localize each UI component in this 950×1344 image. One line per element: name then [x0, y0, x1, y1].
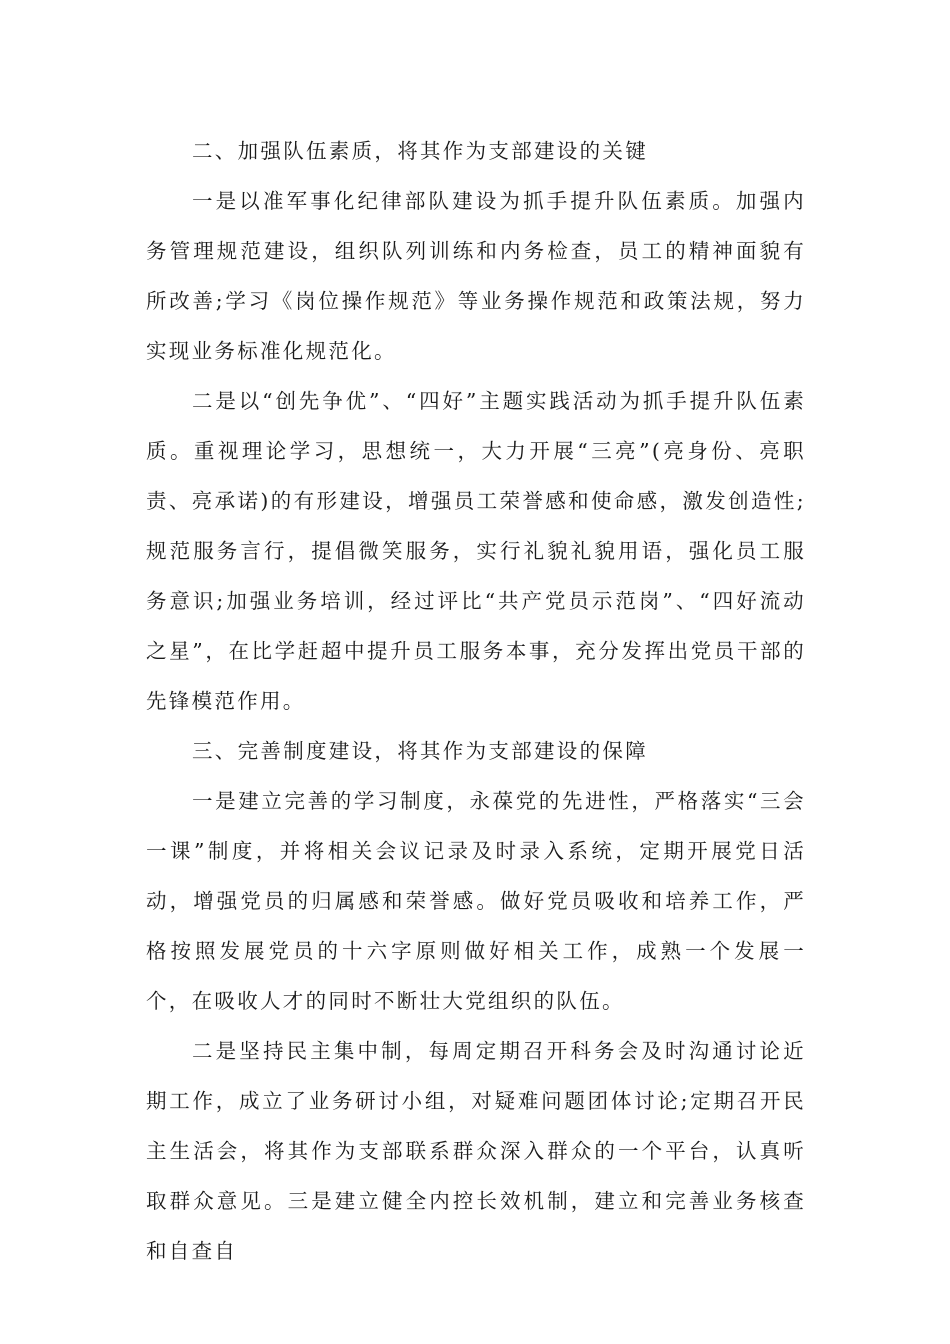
paragraph-3-1: 一是建立完善的学习制度，永葆党的先进性，严格落实“三会一课”制度，并将相关会议记录及时录入系统，定期开展党日活动，增强党员的归属感和荣誉感。做好党员吸收和培养工作，严格按照发展党员的十六字原则做好相关工作，成熟一个发展一个，在吸收人才的同时不断壮大党组织的队伍。 [146, 789, 806, 1013]
document-body [146, 126, 806, 1276]
paragraph-2-1: 一是以准军事化纪律部队建设为抓手提升队伍素质。加强内务管理规范建设，组织队列训练和内务检查，员工的精神面貌有所改善;学习《岗位操作规范》等业务操作规范和政策法规，努力实现业务标准化规范化。 [146, 189, 806, 363]
section-heading-2: 二、加强队伍素质，将其作为支部建设的关键 [192, 139, 648, 163]
paragraph-3-2: 二是坚持民主集中制，每周定期召开科务会及时沟通讨论近期工作，成立了业务研讨小组，对疑难问题团体讨论;定期召开民主生活会，将其作为支部联系群众深入群众的一个平台，认真听取群众意见。三是建立健全内控长效机制，建立和完善业务核查和自查自 [146, 1039, 806, 1263]
paragraph-2-2: 二是以“创先争优”、“四好”主题实践活动为抓手提升队伍素质。重视理论学习，思想统一，大力开展“三亮”(亮身份、亮职责、亮承诺)的有形建设，增强员工荣誉感和使命感，激发创造性;规范服务言行，提倡微笑服务，实行礼貌礼貌用语，强化员工服务意识;加强业务培训，经过评比“共产党员示范岗”、“四好流动之星”，在比学赶超中提升员工服务本事，充分发挥出党员干部的先锋模范作用。 [146, 389, 806, 713]
section-heading-3: 三、完善制度建设，将其作为支部建设的保障 [192, 739, 648, 763]
